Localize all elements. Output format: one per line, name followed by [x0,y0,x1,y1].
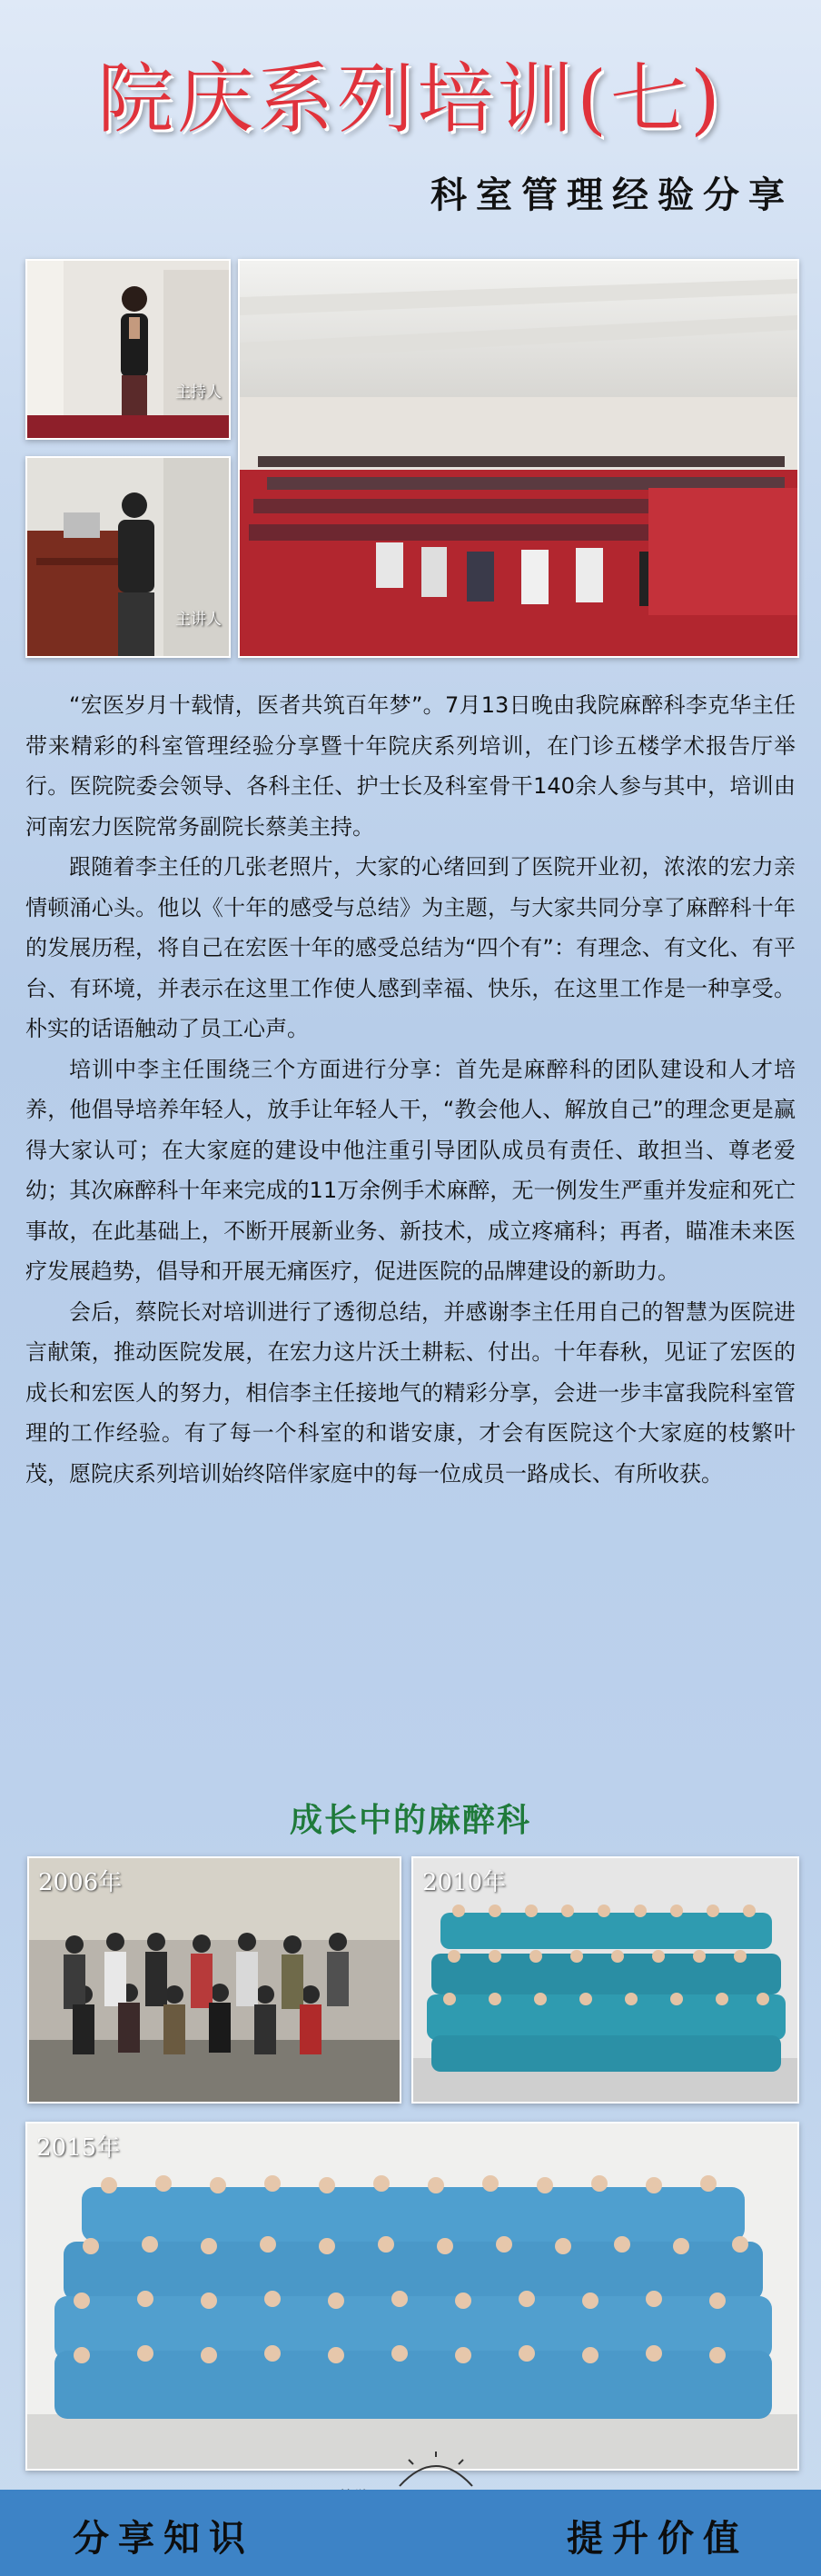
lamp-icon [381,2452,490,2488]
paragraph: 跟随着李主任的几张老照片，大家的心绪回到了医院开业初，浓浓的宏力亲情顿涌心头。他以《十年的感受与总结》为主题，与大家共同分享了麻醉科十年的发展历程，将自己在宏医十年的感受总结为“四个有”：有理念、有文化、有平台、有环境，并表示在这里工作使人感到幸福、快乐，在这里工作是一种享受。朴实的话语触动了员工心声。 [25,854,796,1041]
poster-subtitle: 科室管理经验分享 [430,174,794,216]
team-photo-2010 [411,1856,799,2104]
year-label-2015: 2015年 [36,2134,121,2162]
article-body [25,685,796,1494]
footer-bar [0,2490,821,2576]
speaker-photo [25,456,231,658]
growth-section-title: 成长中的麻醉科 [289,1802,531,1839]
footer-slogan-right: 提升价值 [567,2517,748,2560]
poster-title: 院庆系列培训(七) [97,55,724,144]
paragraph: “宏医岁月十载情，医者共筑百年梦”。7月13日晚由我院麻醉科李克华主任带来精彩的科室管理经验分享暨十年院庆系列培训，在门诊五楼学术报告厅举行。医院院委会领导、各科主任、护士长及科室骨干140余人参与其中，培训由河南宏力医院常务副院长蔡美主持。 [25,692,796,840]
speaker-caption: 主讲人 [175,611,222,629]
auditorium-photo [238,259,799,658]
host-photo [25,259,231,440]
year-label-2006: 2006年 [38,1869,123,1896]
paragraph: 会后，蔡院长对培训进行了透彻总结，并感谢李主任用自己的智慧为医院进言献策，推动医院发展，在宏力这片沃土耕耘、付出。十年春秋，见证了宏医的成长和宏医人的努力，相信李主任接地气的精彩分享，会进一步丰富我院科室管理的工作经验。有了每一个科室的和谐安康，才会有医院这个大家庭的枝繁叶茂，愿院庆系列培训始终陪伴家庭中的每一位成员一路成长、有所收获。 [25,1298,796,1487]
team-photo-2006 [27,1856,401,2104]
year-label-2010: 2010年 [422,1869,507,1896]
paragraph: 培训中李主任围绕三个方面进行分享：首先是麻醉科的团队建设和人才培养，他倡导培养年轻人，放手让年轻人干，“教会他人、解放自己”的理念更是赢得大家认可；在大家庭的建设中他注重引导团队成员有责任、敢担当、尊老爱幼；其次麻醉科十年来完成的11万余例手术麻醉，无一例发生严重并发症和死亡事故，在此基础上，不断开展新业务、新技术，成立疼痛科；再者，瞄准未来医疗发展趋势，倡导和开展无痛医疗，促进医院的品牌建设的新助力。 [25,1056,796,1284]
host-caption: 主持人 [175,383,222,402]
team-photo-2015 [25,2122,799,2471]
footer-slogan-left: 分享知识 [73,2517,254,2560]
